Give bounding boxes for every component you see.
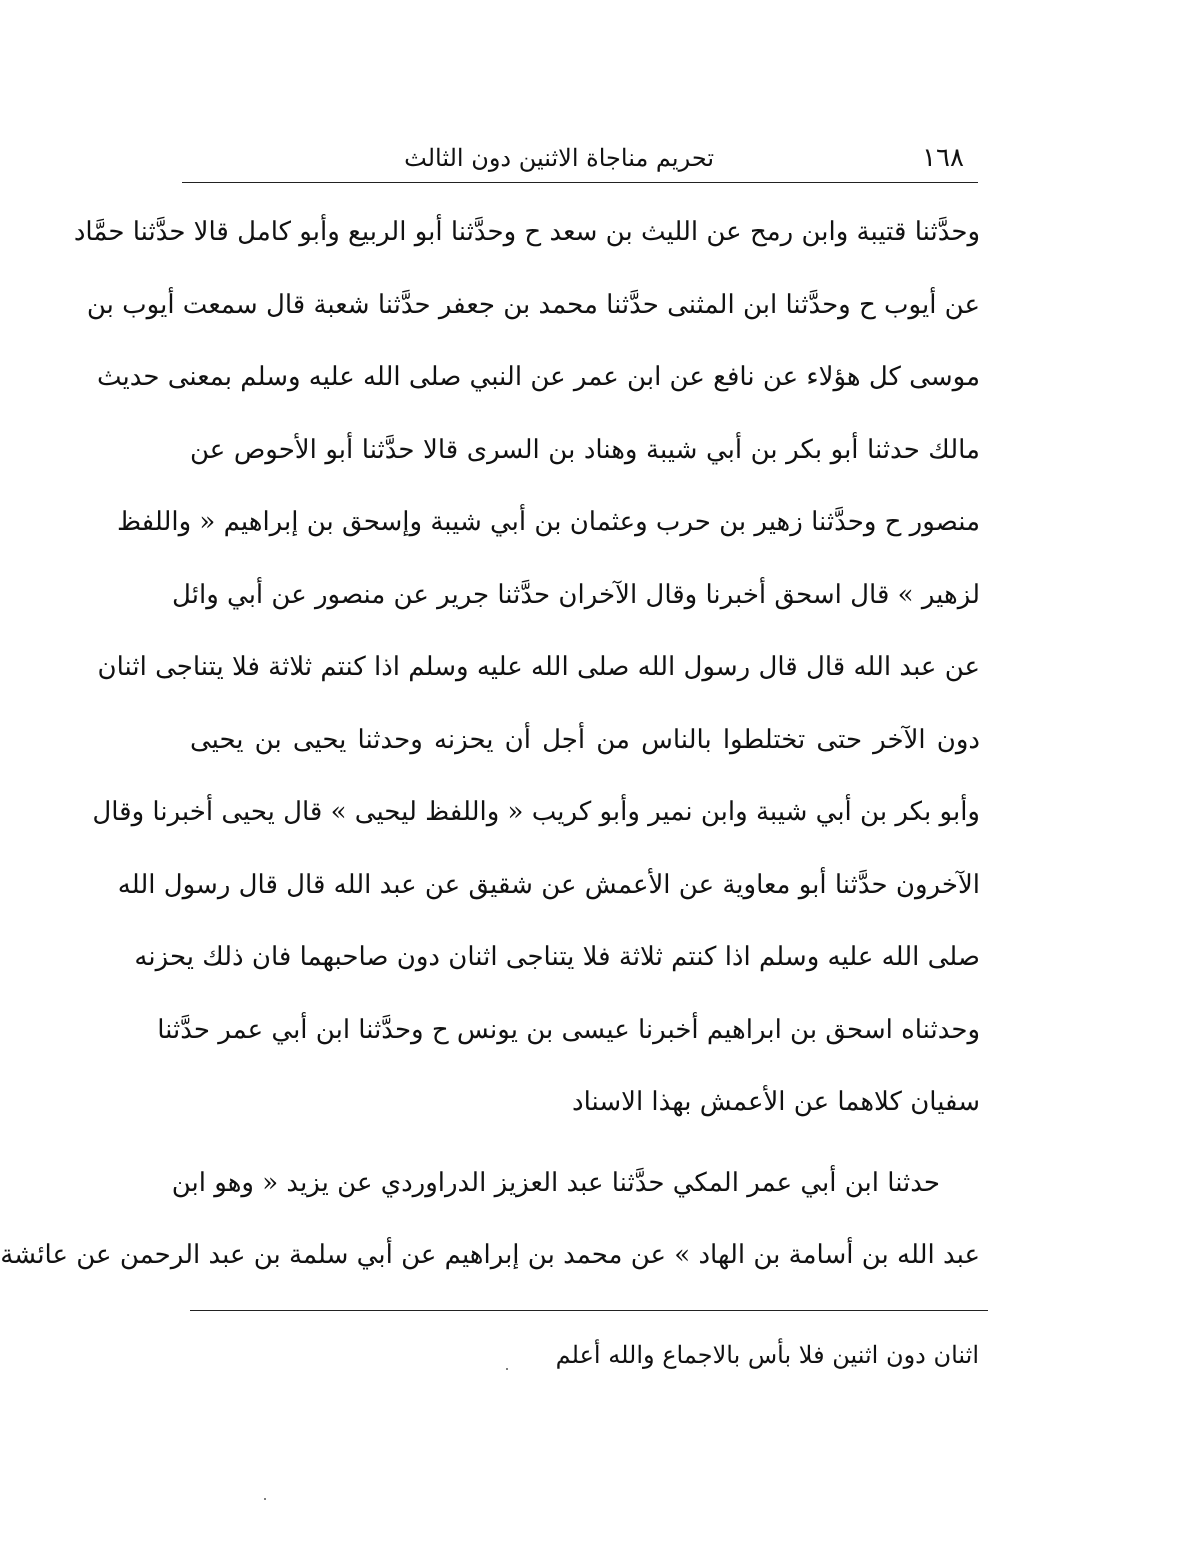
text-line: موسى كل هؤلاء عن نافع عن ابن عمر عن النبي صلى الله عليه وسلم بمعنى حديث [96, 362, 980, 392]
text-line: حدثنا ابن أبي عمر المكي حدَّثنا عبد العزيز الدراوردي عن يزيد « وهو ابن [171, 1167, 940, 1198]
footnote-text: اثنان دون اثنين فلا بأس بالاجماع والله أعلم [555, 1341, 979, 1369]
text-line: وحدَّثنا قتيبة وابن رمح عن الليث بن سعد ح وحدَّثنا أبو الربيع وأبو كامل قالا حدَّثنا حمَّاد [73, 217, 980, 247]
speck [506, 1368, 508, 1370]
paragraph-gap [190, 1139, 980, 1147]
main-text-block [0, 196, 980, 1292]
text-line: لزهير » قال اسحق أخبرنا وقال الآخران حدَّثنا جرير عن منصور عن أبي وائل [172, 579, 980, 610]
chapter-title: تحريم مناجاة الاثنين دون الثالث [404, 144, 714, 172]
text-line: عن عبد الله قال قال رسول الله صلى الله عليه وسلم اذا كنتم ثلاثة فلا يتناجى اثنان [97, 652, 980, 682]
text-line: وحدثناه اسحق بن ابراهيم أخبرنا عيسى بن يونس ح وحدَّثنا ابن أبي عمر حدَّثنا [157, 1014, 980, 1045]
text-line: وأبو بكر بن أبي شيبة وابن نمير وأبو كريب « واللفظ ليحيى » قال يحيى أخبرنا وقال [92, 797, 980, 827]
text-line: سفيان كلاهما عن الأعمش بهذا الاسناد [571, 1087, 980, 1117]
footnote-rule [190, 1310, 988, 1311]
text-line: مالك حدثنا أبو بكر بن أبي شيبة وهناد بن السرى قالا حدَّثنا أبو الأحوص عن [190, 434, 980, 465]
page-number: ١٦٨ [922, 143, 964, 173]
text-line: دون الآخر حتى تختلطوا بالناس من أجل أن يحزنه وحدثنا يحيى بن يحيى [190, 724, 980, 755]
text-line: عبد الله بن أسامة بن الهاد » عن محمد بن إبراهيم عن أبي سلمة بن عبد الرحمن عن عائشة [0, 1240, 980, 1270]
header-rule [182, 182, 978, 183]
text-line: منصور ح وحدَّثنا زهير بن حرب وعثمان بن أبي شيبة وإسحق بن إبراهيم « واللفظ [117, 507, 980, 537]
running-header [194, 138, 974, 182]
text-line: صلى الله عليه وسلم اذا كنتم ثلاثة فلا يتناجى اثنان دون صاحبهما فان ذلك يحزنه [134, 942, 980, 972]
text-line: عن أيوب ح وحدَّثنا ابن المثنى حدَّثنا محمد بن جعفر حدَّثنا شعبة قال سمعت أيوب بن [86, 289, 980, 320]
speck [264, 1498, 266, 1500]
text-line: الآخرون حدَّثنا أبو معاوية عن الأعمش عن شقيق عن عبد الله قال قال رسول الله [117, 869, 980, 900]
